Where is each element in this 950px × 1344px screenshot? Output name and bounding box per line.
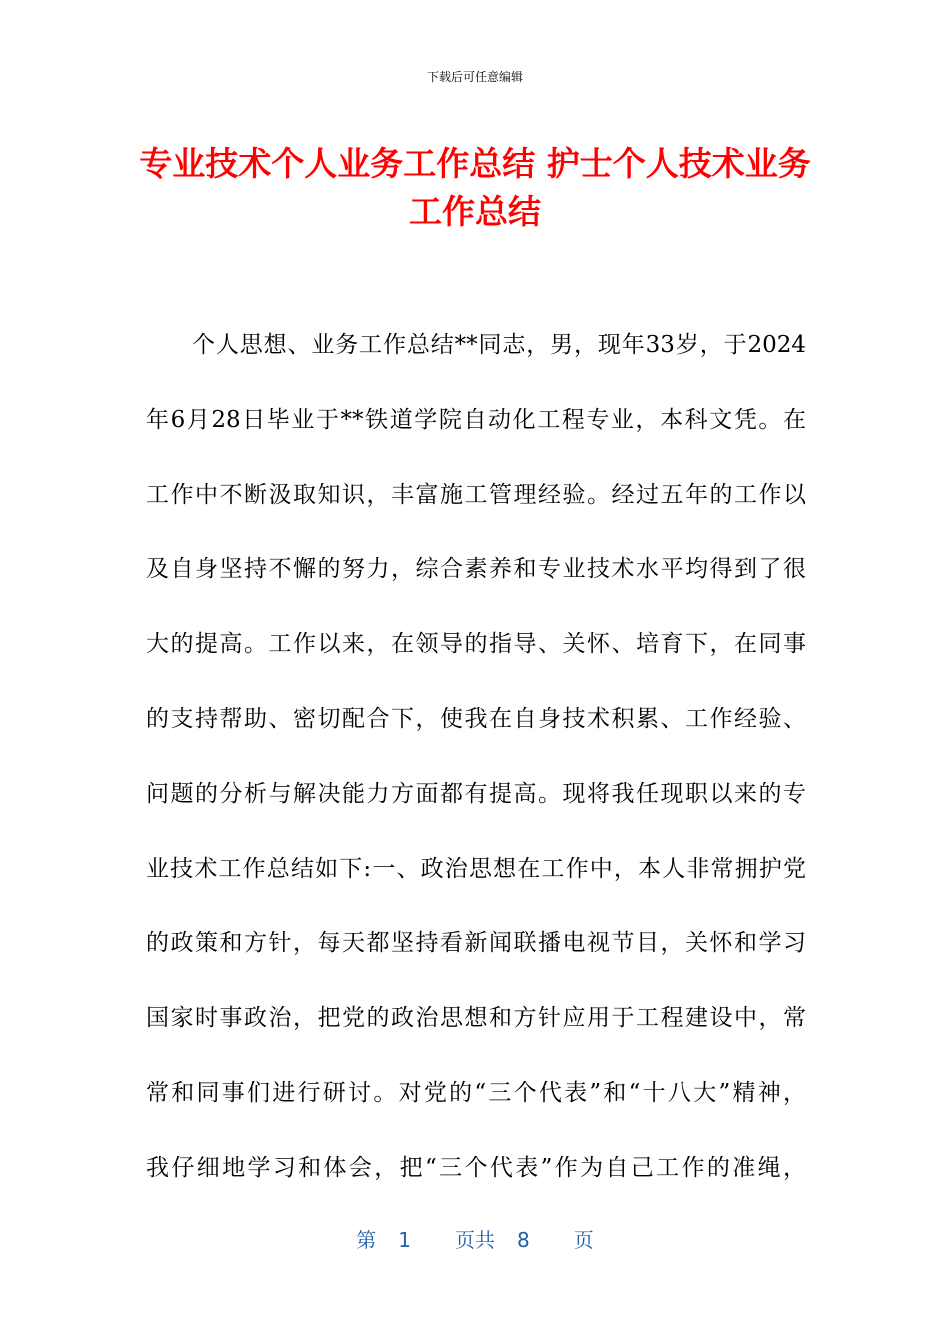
document-body xyxy=(146,322,806,1220)
body-line: 大的提高。工作以来，在领导的指导、关怀、培育下，在同事 xyxy=(146,631,806,658)
page-footer xyxy=(0,1224,950,1253)
body-line: 工作中不断汲取知识，丰富施工管理经验。经过五年的工作以 xyxy=(146,481,806,508)
footer-total-pages: 8 xyxy=(517,1228,530,1252)
footer-suffix: 页 xyxy=(573,1228,594,1252)
body-line: 的支持帮助、密切配合下，使我在自身技术积累、工作经验、 xyxy=(146,705,806,732)
footer-current-page: 1 xyxy=(398,1228,411,1252)
body-line: 个人思想、业务工作总结**同志，男，现年33岁，于2024 xyxy=(192,332,806,358)
body-line: 我仔细地学习和体会，把“三个代表”作为自己工作的准绳， xyxy=(146,1154,806,1181)
footer-middle: 页共 xyxy=(455,1228,495,1252)
body-line: 年6月28日毕业于**铁道学院自动化工程专业，本科文凭。在 xyxy=(146,406,806,433)
body-line: 常和同事们进行研讨。对党的“三个代表”和“十八大”精神， xyxy=(146,1079,806,1106)
body-line: 国家时事政治，把党的政治思想和方针应用于工程建设中，常 xyxy=(146,1005,806,1032)
footer-prefix: 第 xyxy=(356,1228,377,1252)
body-line: 业技术工作总结如下:一、政治思想在工作中，本人非常拥护党 xyxy=(146,855,806,882)
header-note: 下载后可任意编辑 xyxy=(426,70,523,84)
document-title: 专业技术个人业务工作总结 护士个人技术业务工作总结 xyxy=(139,144,811,231)
body-line: 的政策和方针，每天都坚持看新闻联播电视节目，关怀和学习 xyxy=(146,930,806,957)
body-line: 及自身坚持不懈的努力，综合素养和专业技术水平均得到了很 xyxy=(146,556,806,583)
body-line: 问题的分析与解决能力方面都有提高。现将我任现职以来的专 xyxy=(146,780,806,807)
